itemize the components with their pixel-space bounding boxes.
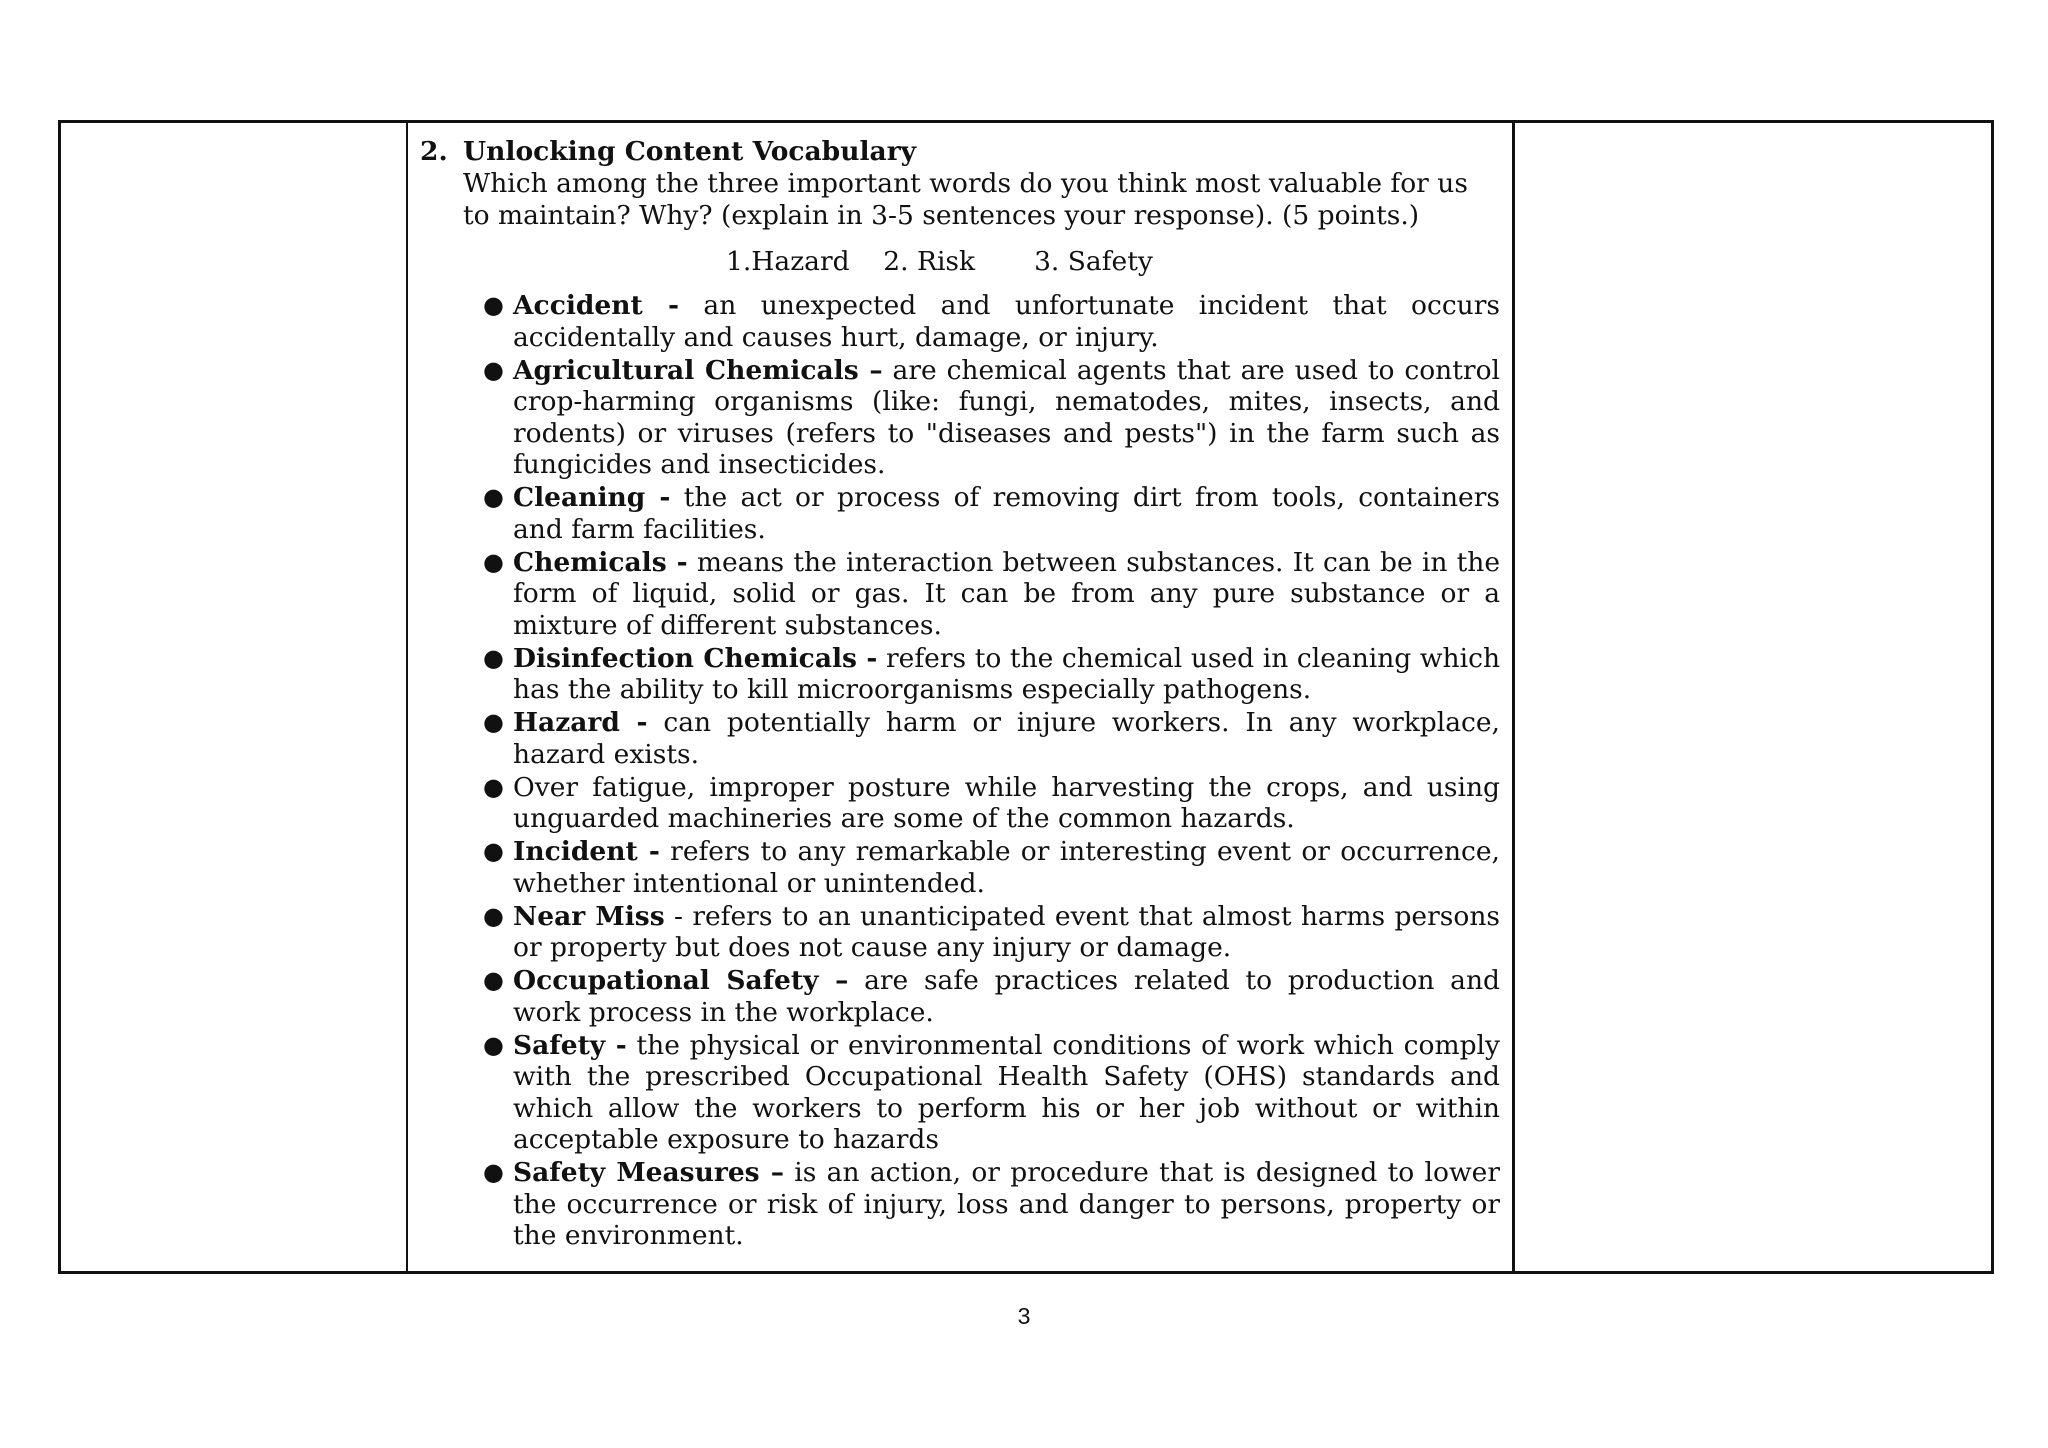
bullet-icon: ● (483, 1158, 504, 1186)
bullet-icon: ● (483, 291, 504, 319)
vocabulary-term: Incident - (513, 836, 660, 867)
vocabulary-definition: is an action, or procedure that is designed to lower the occurrence or risk of injury, loss and danger to persons, property or the environment. (513, 1157, 1500, 1251)
vocabulary-definition: can potentially harm or injure workers. In any workplace, hazard exists. (513, 707, 1500, 770)
bullet-icon: ● (483, 1030, 504, 1059)
table-column-left (61, 123, 408, 1271)
vocabulary-definition: are chemical agents that are used to control crop-harming organisms (like: fungi, nematodes, mites, insects, and rodents) or viruses (refers to "diseases and pests") in the farm such as fungicides and insecticides. (513, 354, 1500, 480)
vocabulary-term: Hazard - (513, 707, 648, 738)
bullet-icon: ● (483, 643, 504, 672)
section-title: Unlocking Content Vocabulary (463, 136, 917, 167)
section-heading (420, 136, 1500, 168)
bullet-icon: ● (483, 355, 504, 384)
vocabulary-term: Safety - (513, 1029, 627, 1061)
key-word: 3. Safety (1034, 246, 1153, 277)
vocabulary-item (483, 900, 1501, 964)
vocabulary-list (420, 290, 1500, 1252)
vocabulary-definition: Over fatigue, improper posture while harvesting the crops, and using unguarded machineries are some of the common hazards. (513, 771, 1500, 834)
key-words-line (420, 246, 1500, 278)
vocabulary-term: Agricultural Chemicals – (513, 354, 883, 386)
lesson-table (58, 120, 1994, 1274)
vocabulary-definition: means the interaction between substances. It can be in the form of liquid, solid or gas. It can be from any pure substance or a mixture of different substances. (513, 546, 1501, 641)
bullet-icon: ● (483, 772, 504, 801)
vocabulary-item (483, 482, 1501, 545)
vocabulary-term: Occupational Safety – (513, 965, 849, 996)
vocabulary-item (483, 1029, 1501, 1156)
table-column-content (408, 123, 1515, 1271)
bullet-icon: ● (483, 837, 504, 865)
vocabulary-term: Safety Measures – (513, 1157, 784, 1188)
vocabulary-item (483, 546, 1501, 642)
vocabulary-definition: refers to the chemical used in cleaning which has the ability to kill microorganisms especially pathogens. (513, 642, 1501, 705)
table-column-right (1515, 123, 1991, 1271)
vocabulary-item (483, 290, 1500, 353)
vocabulary-term: Disinfection Chemicals - (513, 642, 878, 674)
vocabulary-definition: an unexpected and unfortunate incident that occurs accidentally and causes hurt, damage, or injury. (513, 290, 1500, 353)
vocabulary-term: Cleaning - (513, 482, 671, 513)
vocabulary-item (483, 836, 1500, 899)
vocabulary-item (483, 642, 1501, 706)
vocabulary-term: Accident - (513, 290, 680, 321)
vocabulary-definition: - refers to an unanticipated event that almost harms persons or property but does not cause any injury or damage. (513, 900, 1501, 963)
bullet-icon: ● (483, 708, 504, 736)
section-prompt: Which among the three important words do you think most valuable for us to maintain? Why? (explain in 3-5 sentences your response). (5 points.) (463, 168, 1468, 231)
vocabulary-item (483, 965, 1501, 1028)
vocabulary-definition: the act or process of removing dirt from tools, containers and farm facilities. (513, 482, 1501, 545)
bullet-icon: ● (483, 966, 504, 994)
bullet-icon: ● (483, 547, 504, 576)
page-number: 3 (1017, 1303, 1031, 1329)
vocabulary-item (483, 1157, 1500, 1252)
vocabulary-item (483, 771, 1500, 835)
bullet-icon: ● (483, 901, 504, 930)
key-word: 1.Hazard (726, 246, 850, 277)
section-number: 2. (420, 136, 448, 167)
vocabulary-definition: the physical or environmental conditions of work which comply with the prescribed Occupational Health Safety (OHS) standards and which allow the workers to perform his or her job without or within acceptable exposure to hazards (513, 1029, 1501, 1155)
vocabulary-term: Chemicals - (513, 546, 688, 578)
vocabulary-term: Near Miss (513, 900, 665, 932)
key-word: 2. Risk (883, 246, 976, 277)
vocabulary-definition: refers to any remarkable or interesting event or occurrence, whether intentional or unintended. (513, 836, 1500, 899)
vocabulary-item (483, 354, 1500, 481)
vocabulary-definition: are safe practices related to production and work process in the workplace. (513, 965, 1501, 1028)
bullet-icon: ● (483, 483, 504, 511)
vocabulary-item (483, 707, 1500, 770)
